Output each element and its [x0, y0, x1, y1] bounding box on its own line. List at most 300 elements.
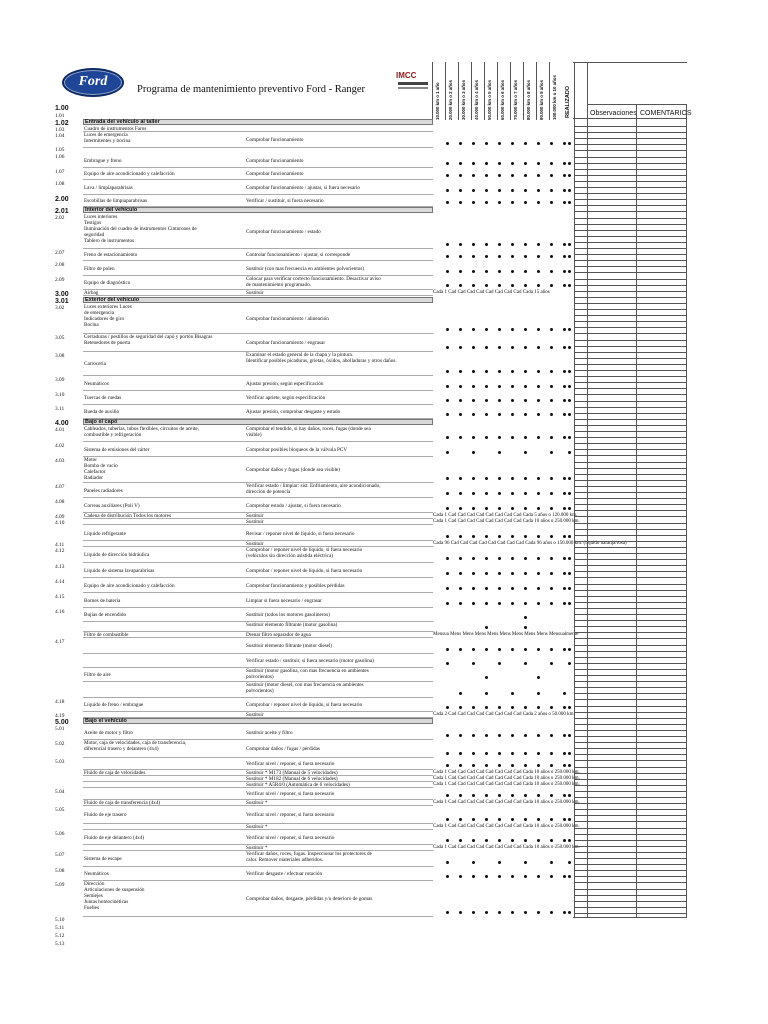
- interval-dot: [459, 284, 462, 287]
- interval-dot: [498, 451, 501, 454]
- interval-dot: [498, 662, 501, 665]
- interval-dot: [498, 734, 501, 737]
- interval-dot: [485, 706, 488, 709]
- interval-dot: [550, 142, 553, 145]
- interval-dot: [459, 572, 462, 575]
- interval-header: [459, 62, 469, 120]
- interval-dot: [568, 346, 571, 349]
- interval-dot: [459, 436, 462, 439]
- interval-dot: [568, 875, 571, 878]
- interval-dot: [511, 507, 514, 510]
- row-action: Comprobar / reponer nivel de líquido, si fuera necesario (vehículos sin dirección asistida eléctrica): [246, 547, 363, 559]
- row-number: 3.09: [55, 377, 65, 383]
- interval-dot: [485, 587, 488, 590]
- interval-dot: [568, 818, 571, 821]
- interval-dot: [550, 451, 553, 454]
- table-row: [83, 740, 433, 758]
- interval-marks: [433, 492, 573, 501]
- interval-marks: [433, 385, 573, 394]
- interval-dot: [459, 911, 462, 914]
- interval-dot: [472, 535, 475, 538]
- interval-dot: [563, 492, 566, 495]
- interval-dot: [459, 794, 462, 797]
- interval-dot: [459, 648, 462, 651]
- interval-dot: [472, 706, 475, 709]
- interval-dot: [568, 399, 571, 402]
- interval-dot: [563, 436, 566, 439]
- interval-dot: [568, 861, 571, 864]
- row-action: Comprobar posibles bloqueos de la válvula PCV: [246, 446, 348, 453]
- row-item: Cableados, tuberías, tubos flexibles, circuitos de aceite, combustible y refrigeración: [84, 426, 199, 438]
- row-action: Ajustar presión, según especificación: [246, 380, 324, 387]
- interval-dot: [459, 201, 462, 204]
- interval-dot: [550, 270, 553, 273]
- interval-dot: [524, 861, 527, 864]
- interval-dot: [511, 794, 514, 797]
- interval-dot: [446, 706, 449, 709]
- interval-dot: [459, 399, 462, 402]
- interval-marks: [433, 436, 573, 445]
- interval-dot: [563, 535, 566, 538]
- interval-dot: [563, 557, 566, 560]
- row-item: Motor, caja de velocidades, caja de transferencia, diferencial trasero y delantero (4x4): [84, 740, 187, 752]
- table-row: [83, 851, 433, 867]
- row-number: 1.04: [55, 133, 65, 139]
- row-number: 1.05: [55, 147, 65, 153]
- interval-marks: [433, 189, 573, 198]
- interval-dot: [563, 572, 566, 575]
- row-action: Sustituir: [246, 541, 264, 547]
- interval-dot: [498, 142, 501, 145]
- interval-dot: [537, 692, 540, 695]
- interval-dot: [568, 507, 571, 510]
- interval-dot: [498, 911, 501, 914]
- interval-dot: [459, 557, 462, 560]
- row-item: Equipo de diagnóstico: [84, 280, 131, 286]
- interval-dot: [524, 839, 527, 842]
- interval-divider: [432, 62, 433, 120]
- row-number: 5.08: [55, 868, 65, 874]
- interval-dot: [568, 587, 571, 590]
- interval-dot: [524, 477, 527, 480]
- row-number: 5.10: [55, 917, 65, 923]
- table-row: [83, 483, 433, 498]
- row-number: 4.02: [55, 443, 65, 449]
- interval-dot: [537, 413, 540, 416]
- interval-dot: [524, 616, 527, 619]
- interval-dot: [498, 201, 501, 204]
- row-action: Sustituir elemento filtrante (motor diesel): [246, 643, 333, 649]
- row-number: 4.07: [55, 484, 65, 490]
- interval-dot: [550, 535, 553, 538]
- row-item: Sistema de emisiones del cárter: [84, 446, 150, 453]
- table-row: [83, 830, 433, 845]
- interval-dot: [498, 587, 501, 590]
- interval-dot: [446, 752, 449, 755]
- grid-col-line: [587, 62, 588, 917]
- row-item: Filtro de polen: [84, 265, 115, 272]
- row-action: Comprobar daños / fugas / pérdidas: [246, 746, 320, 752]
- interval-dot: [459, 328, 462, 331]
- interval-note: Cada 1 Cad Cad Cad Cad Cad Cad Cad Cad Cada 10 años o 250.000 km.: [433, 800, 580, 805]
- interval-dot: [537, 385, 540, 388]
- interval-dot: [563, 875, 566, 878]
- table-row: [83, 788, 433, 800]
- interval-dot: [446, 507, 449, 510]
- row-action: Verificar / sustituir, si fuera necesario: [246, 198, 324, 204]
- row-item: Luces exteriores Luces de emergencia Indicadores de giro Bocina: [84, 304, 132, 328]
- row-item: Correas auxiliares (Poli V): [84, 502, 140, 509]
- interval-dot: [537, 162, 540, 165]
- interval-header-label: 40.000 km o 4 años: [474, 79, 479, 120]
- interval-dot: [498, 764, 501, 767]
- interval-dot: [485, 413, 488, 416]
- row-action: Sustituir *: [246, 824, 268, 830]
- row-action: Sustituir * M182 (Manual de 6 velocidades): [246, 776, 338, 782]
- interval-dot: [568, 602, 571, 605]
- interval-dot: [511, 201, 514, 204]
- interval-dot: [472, 911, 475, 914]
- interval-dot: [498, 507, 501, 510]
- interval-dot: [472, 734, 475, 737]
- interval-dot: [472, 602, 475, 605]
- row-number: 4.10: [55, 520, 65, 526]
- interval-dot: [550, 413, 553, 416]
- interval-dot: [498, 346, 501, 349]
- interval-dot: [446, 818, 449, 821]
- interval-marks: [433, 572, 573, 581]
- interval-dot: [568, 535, 571, 538]
- interval-dot: [568, 752, 571, 755]
- interval-dot: [568, 142, 571, 145]
- interval-dot: [524, 201, 527, 204]
- row-number: 3.01: [55, 298, 69, 305]
- grid-col-line: [686, 104, 687, 917]
- interval-dot: [568, 162, 571, 165]
- interval-dot: [563, 648, 566, 651]
- interval-dot: [550, 861, 553, 864]
- interval-marks: [433, 648, 573, 657]
- row-action: Comprobar funcionamiento: [246, 137, 304, 143]
- interval-dot: [485, 346, 488, 349]
- interval-dot: [568, 270, 571, 273]
- interval-dot: [537, 818, 540, 821]
- interval-divider: [536, 62, 537, 120]
- interval-dot: [511, 270, 514, 273]
- table-row: [83, 304, 433, 334]
- interval-dot: [498, 875, 501, 878]
- row-number: 4.00: [55, 420, 69, 427]
- table-row: [83, 881, 433, 917]
- row-number: 4.18: [55, 699, 65, 705]
- interval-dot: [563, 839, 566, 842]
- row-number: 3.02: [55, 305, 65, 311]
- interval-header-label: 20.000 km o 2 años: [448, 79, 453, 120]
- table-row: [83, 180, 433, 195]
- interval-dot: [459, 602, 462, 605]
- interval-dot: [537, 587, 540, 590]
- interval-dot: [524, 492, 527, 495]
- interval-dot: [550, 572, 553, 575]
- interval-dot: [537, 706, 540, 709]
- interval-dot: [459, 477, 462, 480]
- row-number: 5.11: [55, 925, 65, 931]
- table-row: [83, 519, 433, 525]
- interval-dot: [550, 370, 553, 373]
- interval-dot: [537, 201, 540, 204]
- interval-dot: [524, 270, 527, 273]
- row-action: Revisar / reponer nivel de líquido, si fuera necesario: [246, 530, 355, 537]
- row-number: 5.13: [55, 941, 65, 947]
- interval-divider: [523, 62, 524, 120]
- interval-dot: [498, 255, 501, 258]
- ford-logo: Ford: [62, 68, 124, 97]
- interval-dot: [568, 451, 571, 454]
- interval-dot: [446, 385, 449, 388]
- table-row: [83, 405, 433, 419]
- interval-dot: [524, 818, 527, 821]
- table-row: [83, 867, 433, 881]
- interval-dot: [472, 839, 475, 842]
- interval-dot: [446, 861, 449, 864]
- interval-dot: [524, 284, 527, 287]
- interval-header: [433, 62, 443, 120]
- interval-dot: [446, 764, 449, 767]
- row-action: Comprobar daños y fugas (donde sea visible): [246, 467, 340, 473]
- row-number: 5.05: [55, 807, 65, 813]
- interval-dot: [537, 734, 540, 737]
- row-action: Verificar desgaste / efectuar rotación: [246, 871, 323, 877]
- interval-dot: [537, 535, 540, 538]
- interval-marks: [433, 587, 573, 596]
- interval-dot: [537, 875, 540, 878]
- interval-dot: [568, 413, 571, 416]
- row-action: Sustituir: [246, 712, 264, 718]
- interval-divider: [549, 62, 550, 120]
- row-number: 3.05: [55, 335, 65, 341]
- interval-dot: [446, 270, 449, 273]
- row-action: Verificar nivel / reponer, si fuera necesario: [246, 834, 335, 841]
- row-action: Comprobar / reponer nivel de líquido, si fuera necesario: [246, 702, 363, 708]
- interval-dot: [524, 911, 527, 914]
- grid-row-line: [587, 104, 687, 105]
- interval-dot: [459, 692, 462, 695]
- interval-header: [524, 62, 534, 120]
- table-row: [83, 608, 433, 622]
- interval-dot: [485, 734, 488, 737]
- row-number: 1.03: [55, 127, 65, 133]
- interval-dot: [524, 162, 527, 165]
- interval-dot: [550, 328, 553, 331]
- interval-dot: [472, 413, 475, 416]
- interval-header: [446, 62, 456, 120]
- interval-marks: [433, 243, 573, 252]
- interval-dot: [524, 436, 527, 439]
- row-number: 5.04: [55, 789, 65, 795]
- row-number: 3.08: [55, 353, 65, 359]
- table-row: [83, 593, 433, 608]
- interval-dot: [498, 794, 501, 797]
- interval-dot: [459, 587, 462, 590]
- interval-dot: [524, 413, 527, 416]
- interval-dot: [563, 587, 566, 590]
- row-action: Verificar apriete, según especificación: [246, 395, 326, 401]
- interval-dot: [511, 284, 514, 287]
- interval-dot: [568, 243, 571, 246]
- interval-dot: [550, 706, 553, 709]
- row-item: Paneles radiadores: [84, 487, 123, 494]
- interval-dot: [524, 385, 527, 388]
- interval-dot: [563, 346, 566, 349]
- interval-dot: [524, 587, 527, 590]
- interval-dot: [485, 370, 488, 373]
- interval-dot: [498, 535, 501, 538]
- table-row: [83, 654, 433, 668]
- interval-dot: [459, 413, 462, 416]
- interval-dot: [563, 692, 566, 695]
- interval-dot: [563, 174, 566, 177]
- interval-dot: [498, 706, 501, 709]
- interval-dot: [459, 764, 462, 767]
- interval-dot: [446, 587, 449, 590]
- interval-dot: [568, 189, 571, 192]
- interval-dot: [472, 243, 475, 246]
- interval-dot: [459, 875, 462, 878]
- row-item: Equipo de aire acondicionado y calefacción: [84, 171, 175, 177]
- interval-dot: [550, 587, 553, 590]
- interval-dot: [446, 572, 449, 575]
- interval-dot: [524, 626, 527, 629]
- interval-dot: [563, 270, 566, 273]
- interval-dot: [446, 794, 449, 797]
- interval-dot: [511, 587, 514, 590]
- interval-dot: [485, 911, 488, 914]
- imcc-logo-bar-2: [398, 87, 428, 89]
- interval-dot: [485, 284, 488, 287]
- row-action: Sustituir (motor diesel, con mas frecuencia en ambientes polvorientos): [246, 682, 364, 694]
- row-number: 5.00: [55, 719, 69, 726]
- interval-dot: [446, 662, 449, 665]
- interval-dot: [498, 243, 501, 246]
- interval-marks: [433, 861, 573, 870]
- table-row: [83, 578, 433, 593]
- interval-header: [485, 62, 495, 120]
- interval-header-label: 30.000 km o 3 años: [461, 79, 466, 120]
- interval-dot: [550, 174, 553, 177]
- interval-dot: [485, 507, 488, 510]
- interval-dot: [472, 557, 475, 560]
- interval-dot: [524, 507, 527, 510]
- interval-dot: [550, 201, 553, 204]
- interval-dot: [550, 764, 553, 767]
- interval-dot: [563, 189, 566, 192]
- row-item: Luces de emergencia Intermitentes y bocina: [84, 132, 131, 144]
- interval-dot: [485, 602, 488, 605]
- interval-dot: [446, 201, 449, 204]
- row-item: Airbag: [84, 290, 99, 296]
- interval-dot: [459, 370, 462, 373]
- row-number: 4.12: [55, 548, 65, 554]
- row-action: Sustituir: [246, 519, 264, 525]
- interval-dot: [459, 818, 462, 821]
- interval-note: Cada 1 Cad Cad Cad Cad Cad Cad Cad Cad Cada 10 años o 250.000 km.: [433, 824, 580, 829]
- row-item: Luces interiores Testigos Iluminación del cuadro de instrumentos Cinturones de seguridad Tablero de instrumentos: [84, 214, 197, 244]
- imcc-logo: [384, 70, 432, 98]
- row-action: Sustituir: [246, 513, 264, 519]
- interval-dot: [550, 602, 553, 605]
- interval-dot: [472, 818, 475, 821]
- row-item: Fluido de caja de transferencia (4x4): [84, 800, 161, 806]
- row-number: 4.08: [55, 499, 65, 505]
- interval-dot: [563, 794, 566, 797]
- table-row: [83, 352, 433, 376]
- table-row: [83, 442, 433, 457]
- interval-dot: [511, 328, 514, 331]
- interval-dot: [511, 142, 514, 145]
- realizado-label: REALIZADO: [565, 85, 571, 118]
- row-action: Controlar funcionamiento / ajustar, si corresponde: [246, 252, 351, 258]
- interval-note: Cada 1 Cad Cad Cad Cad Cad Cad Cad Cad Cada 10 años o 250.000 km.: [433, 776, 580, 781]
- interval-note: Cada 2 Cad Cad Cad Cad Cad Cad Cad Cad Cada 2 años o 50.000 km.: [433, 712, 575, 717]
- interval-dot: [446, 243, 449, 246]
- table-row: [83, 638, 433, 654]
- interval-dot: [537, 399, 540, 402]
- interval-dot: [537, 794, 540, 797]
- interval-dot: [550, 243, 553, 246]
- row-number: 2.00: [55, 196, 69, 203]
- row-action: Verificar estado / limpiar: sist. Enfriamiento, aire acondicionado, dirección de potencia: [246, 483, 381, 495]
- interval-dot: [568, 174, 571, 177]
- interval-dot: [537, 752, 540, 755]
- interval-dot: [568, 284, 571, 287]
- realizado-header: [564, 62, 573, 118]
- interval-dot: [485, 818, 488, 821]
- row-number: 5.09: [55, 882, 65, 888]
- interval-dot: [550, 752, 553, 755]
- row-item: Escobillas de limpiaparabrisas: [84, 198, 148, 204]
- row-item: Tuercas de ruedas: [84, 395, 122, 401]
- interval-dot: [459, 174, 462, 177]
- interval-marks: [433, 451, 573, 460]
- interval-dot: [498, 861, 501, 864]
- interval-dot: [537, 492, 540, 495]
- interval-dot: [446, 436, 449, 439]
- interval-marks: [433, 270, 573, 279]
- interval-dot: [511, 764, 514, 767]
- interval-dot: [524, 557, 527, 560]
- row-number: 1.02: [55, 120, 69, 127]
- interval-dot: [550, 557, 553, 560]
- row-item: Neumáticos: [84, 871, 109, 877]
- interval-divider: [458, 62, 459, 120]
- interval-dot: [511, 706, 514, 709]
- interval-dot: [511, 436, 514, 439]
- row-number: 4.16: [55, 609, 65, 615]
- row-number: 4.17: [55, 639, 65, 645]
- interval-marks: [433, 616, 573, 625]
- interval-dot: [472, 399, 475, 402]
- table-row: [83, 498, 433, 513]
- section-header: Bajo el capó: [83, 419, 433, 425]
- row-number: 3.10: [55, 392, 65, 398]
- interval-dot: [511, 492, 514, 495]
- interval-dot: [511, 243, 514, 246]
- imcc-logo-text: IMCC: [396, 71, 417, 80]
- row-item: Freno de estacionamiento: [84, 252, 138, 258]
- interval-dot: [563, 764, 566, 767]
- interval-dot: [485, 764, 488, 767]
- interval-dot: [524, 399, 527, 402]
